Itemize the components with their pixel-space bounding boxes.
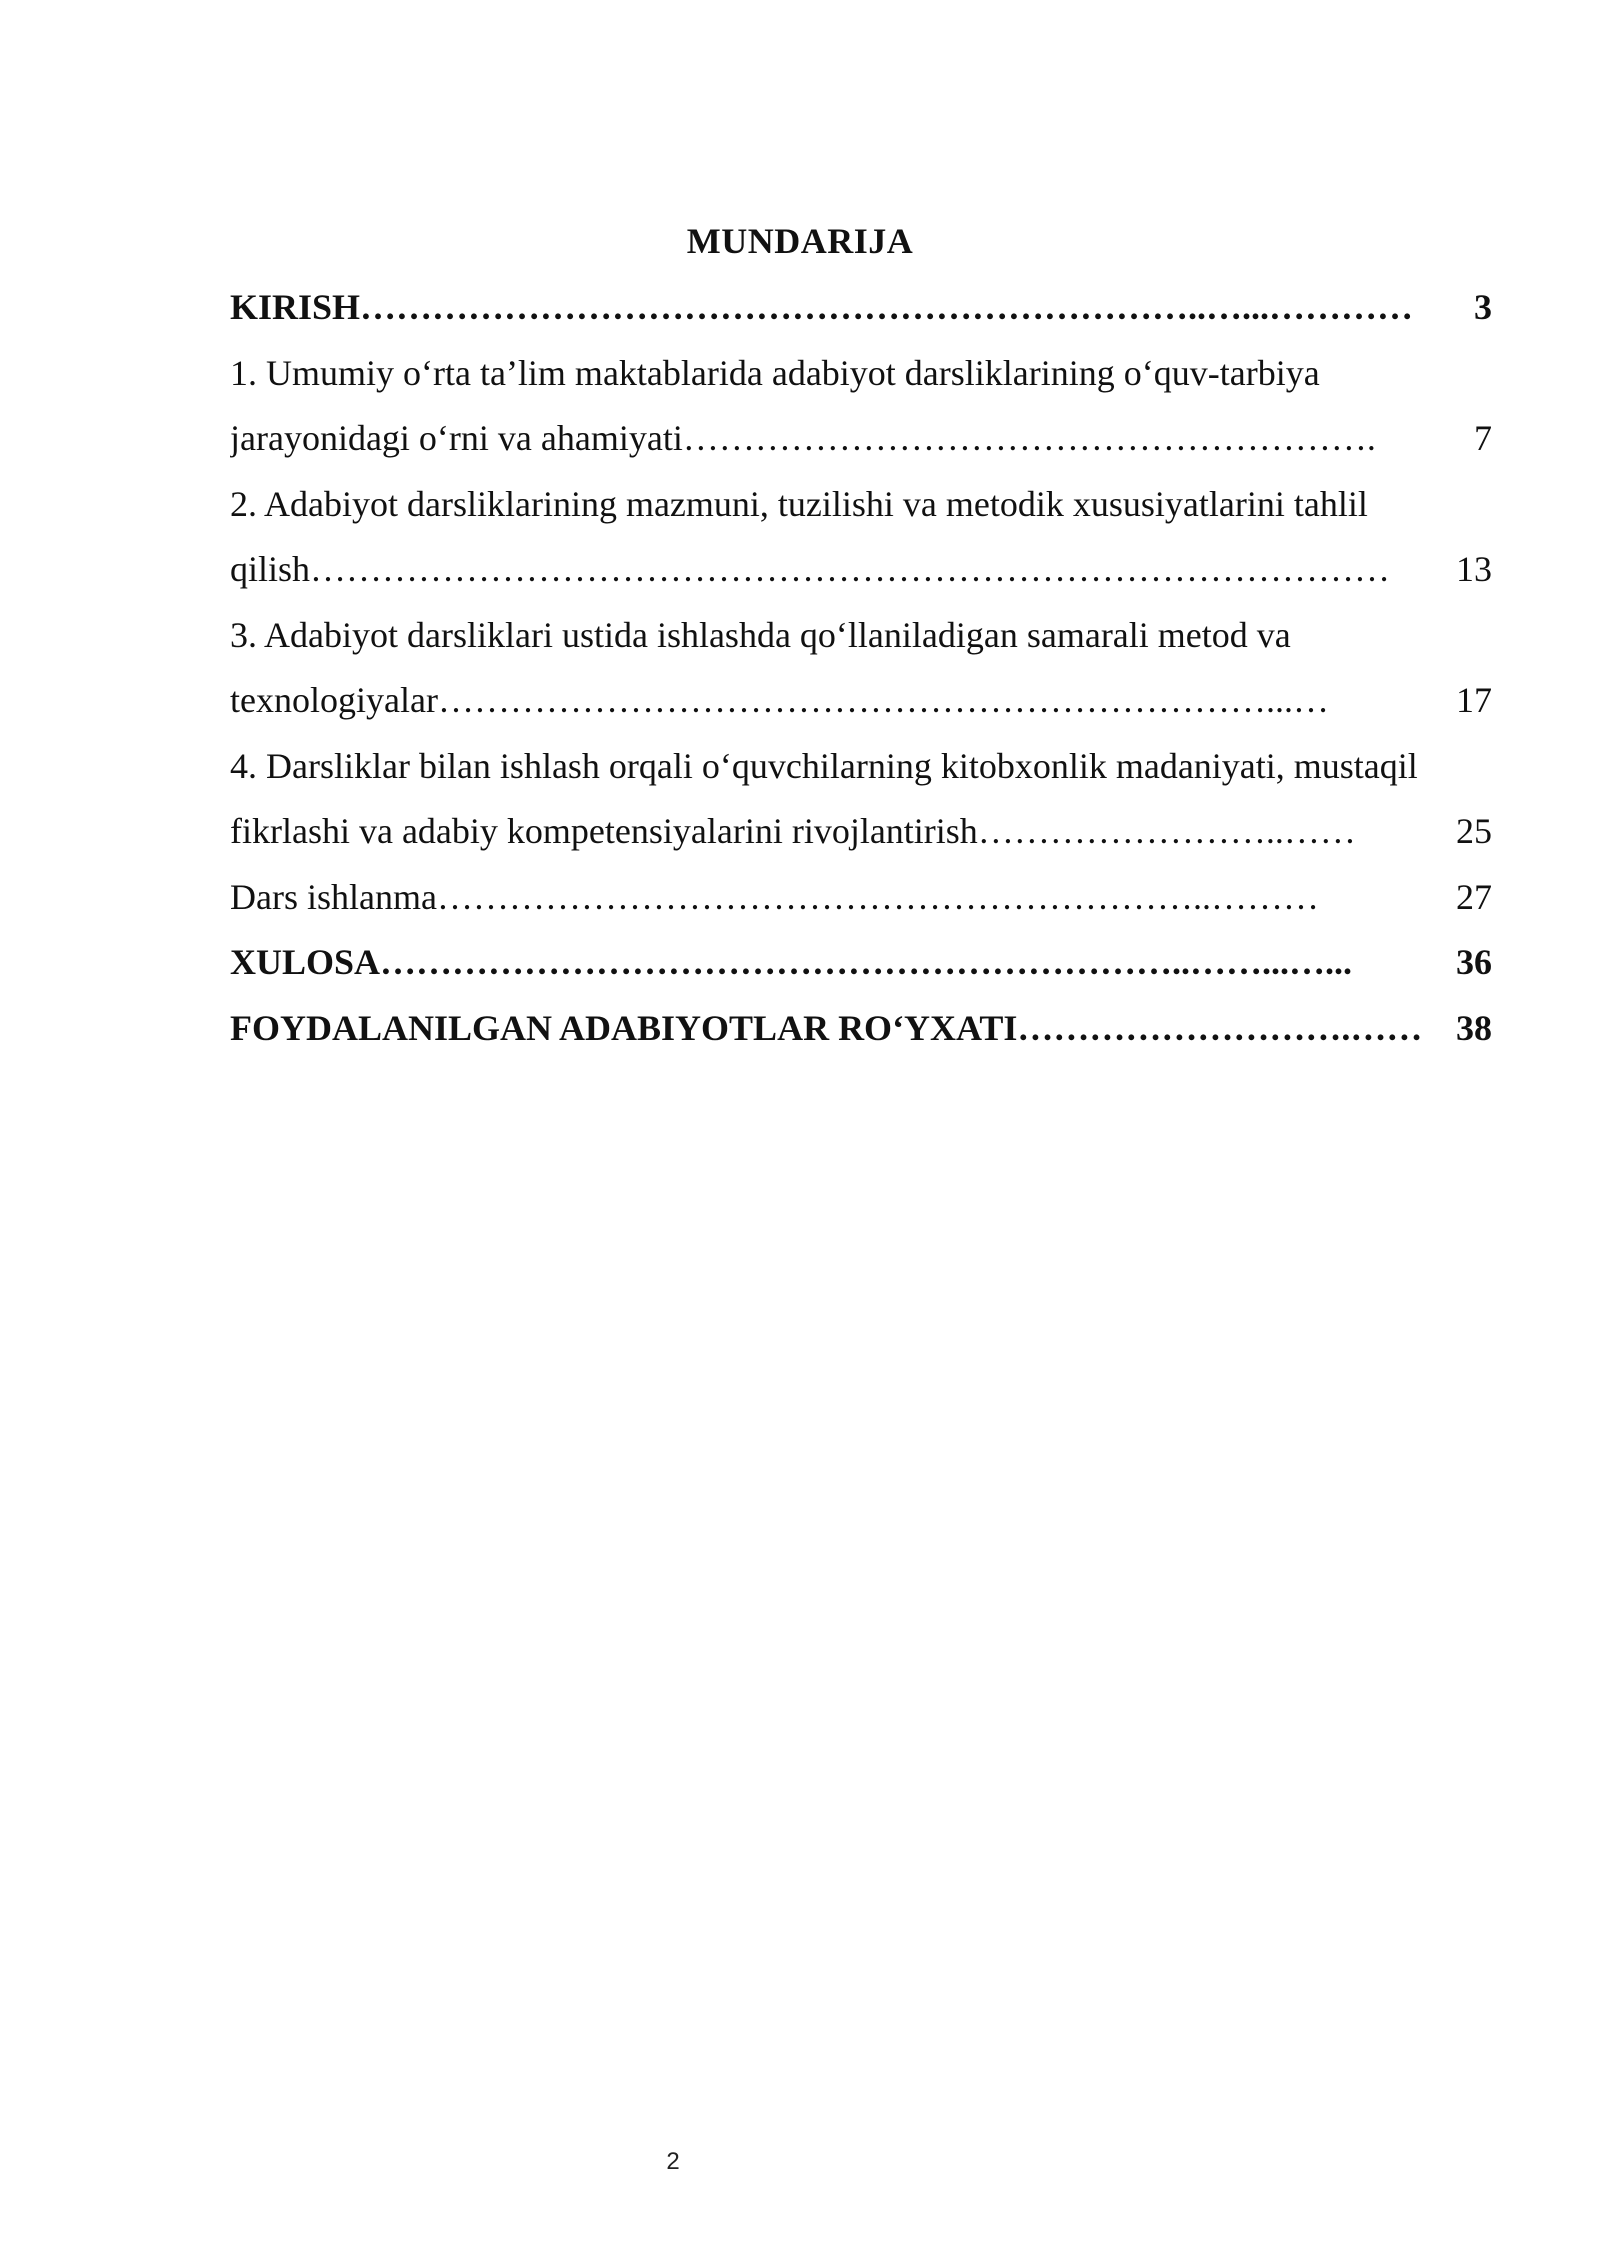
dot-leader: ……………………………………………………………..…...…………: [360, 287, 1414, 327]
dot-leader: …………………………………………………………..……...…...: [380, 942, 1353, 982]
toc-line: [230, 275, 1492, 341]
toc-page-number: 25: [1456, 811, 1492, 851]
toc-entry-title-line-1: 4. Darsliklar bilan ishlash orqali o‘quvchilarning kitobxonlik madaniyati, mustaqil: [230, 745, 1418, 786]
table-of-contents: [230, 275, 1492, 1061]
toc-page-number: 17: [1456, 680, 1492, 720]
toc-entry-title-line-1: 3. Adabiyot darsliklari ustida ishlashda qo‘llaniladigan samarali metod va: [230, 614, 1291, 655]
toc-page-number: 38: [1456, 1007, 1492, 1048]
toc-entry-chapter-3[interactable]: [230, 603, 1492, 734]
page-number: 2: [666, 2148, 680, 2175]
toc-line: [230, 537, 1492, 603]
dot-leader: ……………………………………………………………...…: [437, 680, 1329, 720]
toc-entry-title-line-2: jarayonidagi o‘rni va ahamiyati: [230, 418, 683, 458]
toc-entry-title: KIRISH: [230, 287, 361, 327]
dot-leader: ………………………………………………………………………………: [310, 549, 1391, 589]
toc-heading: MUNDARIJA: [686, 221, 914, 261]
toc-entry-bibliography[interactable]: [230, 996, 1492, 1062]
toc-line: [230, 799, 1492, 865]
dot-leader: ………………………………………………….: [682, 418, 1376, 458]
dot-leader: ……………………….……: [1017, 1007, 1423, 1048]
toc-entry-dars-ishlanma[interactable]: [230, 865, 1492, 931]
dot-leader: ………………………………………………………..………: [436, 876, 1319, 917]
toc-line: [230, 996, 1492, 1062]
toc-page-number: 13: [1456, 549, 1492, 589]
toc-entry-title-line-1: 2. Adabiyot darsliklarining mazmuni, tuzilishi va metodik xususiyatlarini tahlil: [230, 483, 1368, 524]
toc-entry-title: FOYDALANILGAN ADABIYOTLAR RO‘YXATI: [230, 1007, 1018, 1048]
toc-line: [230, 668, 1492, 734]
toc-line: [230, 865, 1492, 931]
toc-entry-kirish[interactable]: [230, 275, 1492, 341]
toc-entry-title-line-1: 1. Umumiy o‘rta ta’lim maktablarida adabiyot darsliklarining o‘quv-tarbiya: [230, 352, 1320, 393]
toc-entry-title: Dars ishlanma: [230, 876, 437, 917]
toc-entry-title-line-2: qilish: [230, 549, 311, 589]
toc-entry-title: XULOSA: [230, 942, 381, 982]
dot-leader: ……………………..……: [977, 811, 1356, 851]
toc-page-number: 7: [1474, 418, 1492, 458]
toc-entry-xulosa[interactable]: [230, 930, 1492, 996]
toc-entry-chapter-1[interactable]: [230, 341, 1492, 472]
toc-page-number: 27: [1456, 876, 1492, 917]
toc-entry-title-line-2: texnologiyalar: [230, 680, 438, 720]
toc-line: [230, 406, 1492, 472]
toc-page-number: 36: [1456, 942, 1492, 982]
toc-line: [230, 930, 1492, 996]
toc-entry-chapter-4[interactable]: [230, 734, 1492, 865]
toc-entry-title-line-2: fikrlashi va adabiy kompetensiyalarini rivojlantirish: [230, 811, 978, 851]
toc-page-number: 3: [1474, 287, 1492, 327]
toc-entry-chapter-2[interactable]: [230, 472, 1492, 603]
